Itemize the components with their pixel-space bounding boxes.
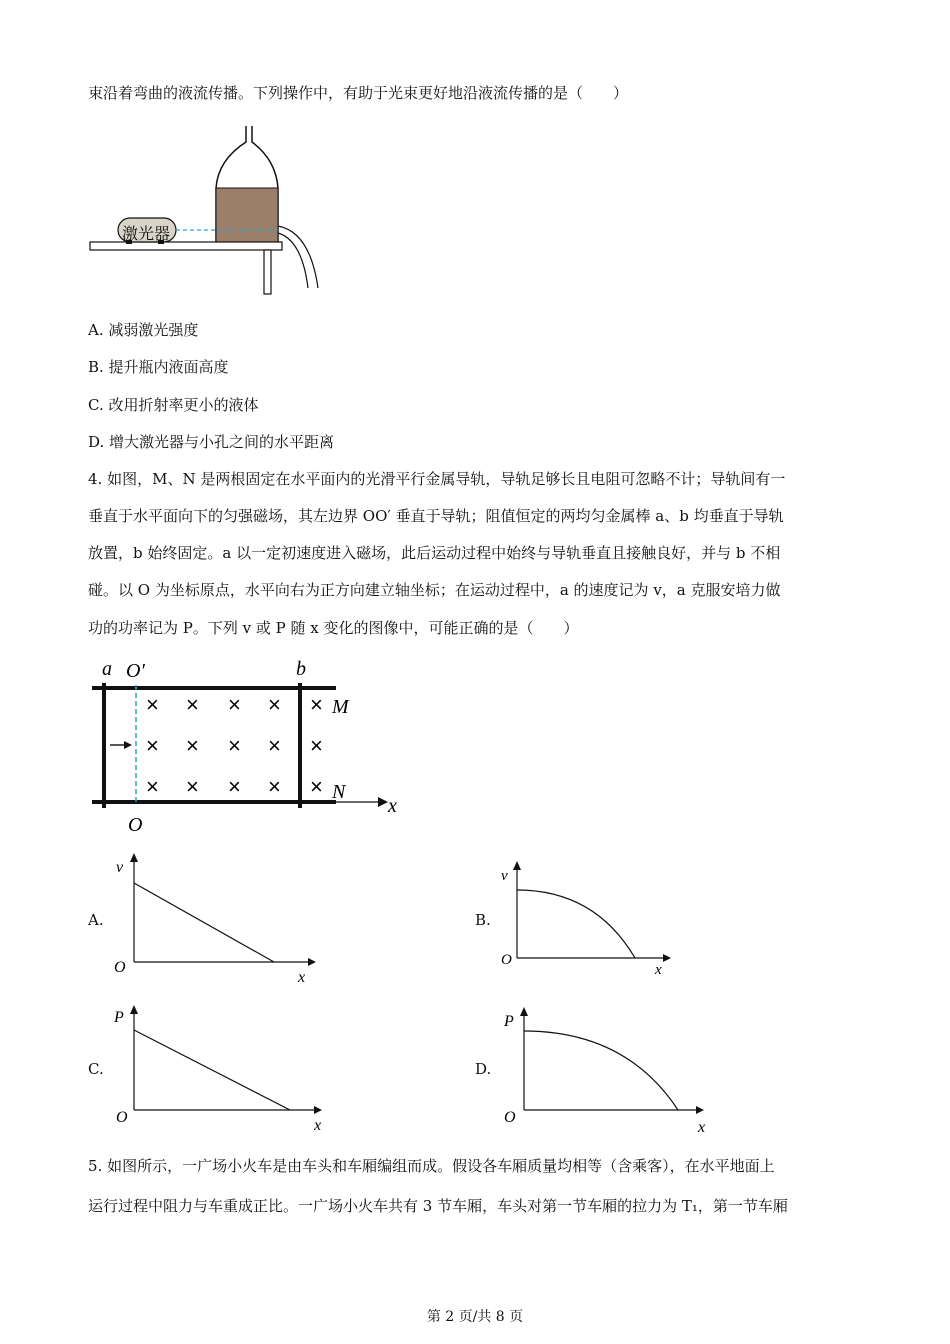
choice-a-letter: A. [88, 911, 104, 929]
page-footer: 第 2 页/共 8 页 [426, 1309, 524, 1325]
field-cross: × [310, 733, 323, 758]
graph-d [498, 1002, 728, 1142]
graph-b [495, 858, 695, 988]
q5-line-2: 运行过程中阻力与车重成正比。一广场小火车共有 3 节车厢，车头对第一节车厢的拉力为 T₁，第一节车厢 [88, 1197, 788, 1215]
curve-d [524, 1031, 678, 1110]
q5-line-1: 5. 如图所示，一广场小火车是由车头和车厢编组而成。假设各车厢质量均相等（含乘客），在水平地面上 [88, 1157, 775, 1175]
graph-a-xlabel: x [298, 969, 306, 986]
label-x: x [388, 795, 397, 817]
choice-c-letter: C. [88, 1060, 104, 1078]
field-crosses [146, 692, 323, 799]
q4-line-2: 垂直于水平面向下的匀强磁场，其左边界 OO′ 垂直于导轨；阻值恒定的两均匀金属棒 a、b 均垂直于导轨 [88, 507, 784, 525]
label-b: b [296, 658, 306, 680]
graph-b-origin: O [501, 952, 512, 968]
graph-b-xlabel: x [655, 962, 662, 978]
label-n: N [332, 781, 346, 803]
curve-b [517, 890, 635, 958]
label-o-prime: O′ [126, 660, 145, 682]
field-cross: × [186, 733, 199, 758]
graph-c-xlabel: x [314, 1117, 322, 1134]
field-cross: × [228, 692, 241, 717]
label-o: O [128, 814, 143, 836]
q4-line-4: 碰。以 O 为坐标原点，水平向右为正方向建立轴坐标；在运动过程中，a 的速度记为 v，a 克服安培力做 [88, 581, 781, 599]
q3-option-a: A. 减弱激光强度 [88, 321, 199, 339]
q4-line-1: 4. 如图，M、N 是两根固定在水平面内的光滑平行金属导轨，导轨足够长且电阻可忽略不计；导轨间有一 [88, 470, 786, 488]
curve-a [134, 883, 274, 962]
choice-b-letter: B. [475, 911, 491, 929]
field-cross: × [146, 733, 159, 758]
laser-bottle-figure [88, 120, 348, 300]
curve-c [134, 1030, 290, 1110]
field-cross: × [268, 692, 281, 717]
graph-c-ylabel: P [114, 1009, 124, 1026]
graph-a-ylabel: v [116, 859, 124, 876]
label-m: M [332, 696, 349, 718]
laser-label: 激光器 [122, 224, 171, 243]
choice-d-letter: D. [475, 1060, 492, 1078]
rails-field-figure [88, 655, 418, 840]
q3-option-c: C. 改用折射率更小的液体 [88, 396, 259, 414]
field-cross: × [186, 774, 199, 799]
q4-line-5: 功的功率记为 P。下列 v 或 P 随 x 变化的图像中，可能正确的是（ ） [88, 619, 579, 637]
graph-c [108, 1000, 338, 1140]
field-cross: × [268, 774, 281, 799]
graph-a [108, 850, 328, 990]
q3-stem-tail: 束沿着弯曲的液流传播。下列操作中，有助于光束更好地沿液流传播的是（ ） [88, 84, 629, 102]
field-cross: × [310, 692, 323, 717]
q3-option-b: B. 提升瓶内液面高度 [88, 358, 229, 376]
graph-a-origin: O [114, 959, 126, 976]
field-cross: × [228, 774, 241, 799]
graph-d-origin: O [504, 1109, 516, 1126]
field-cross: × [186, 692, 199, 717]
q3-option-d: D. 增大激光器与小孔之间的水平距离 [88, 433, 335, 451]
field-cross: × [310, 774, 323, 799]
q4-line-3: 放置，b 始终固定。a 以一定初速度进入磁场，此后运动过程中始终与导轨垂直且接触良好，并与 b 不相 [88, 544, 781, 562]
field-cross: × [146, 692, 159, 717]
graph-d-ylabel: P [504, 1013, 514, 1030]
field-cross: × [146, 774, 159, 799]
graph-b-ylabel: v [501, 868, 508, 884]
graph-d-xlabel: x [698, 1119, 706, 1136]
field-cross: × [268, 733, 281, 758]
graph-c-origin: O [116, 1109, 128, 1126]
label-a: a [102, 658, 112, 680]
field-cross: × [228, 733, 241, 758]
